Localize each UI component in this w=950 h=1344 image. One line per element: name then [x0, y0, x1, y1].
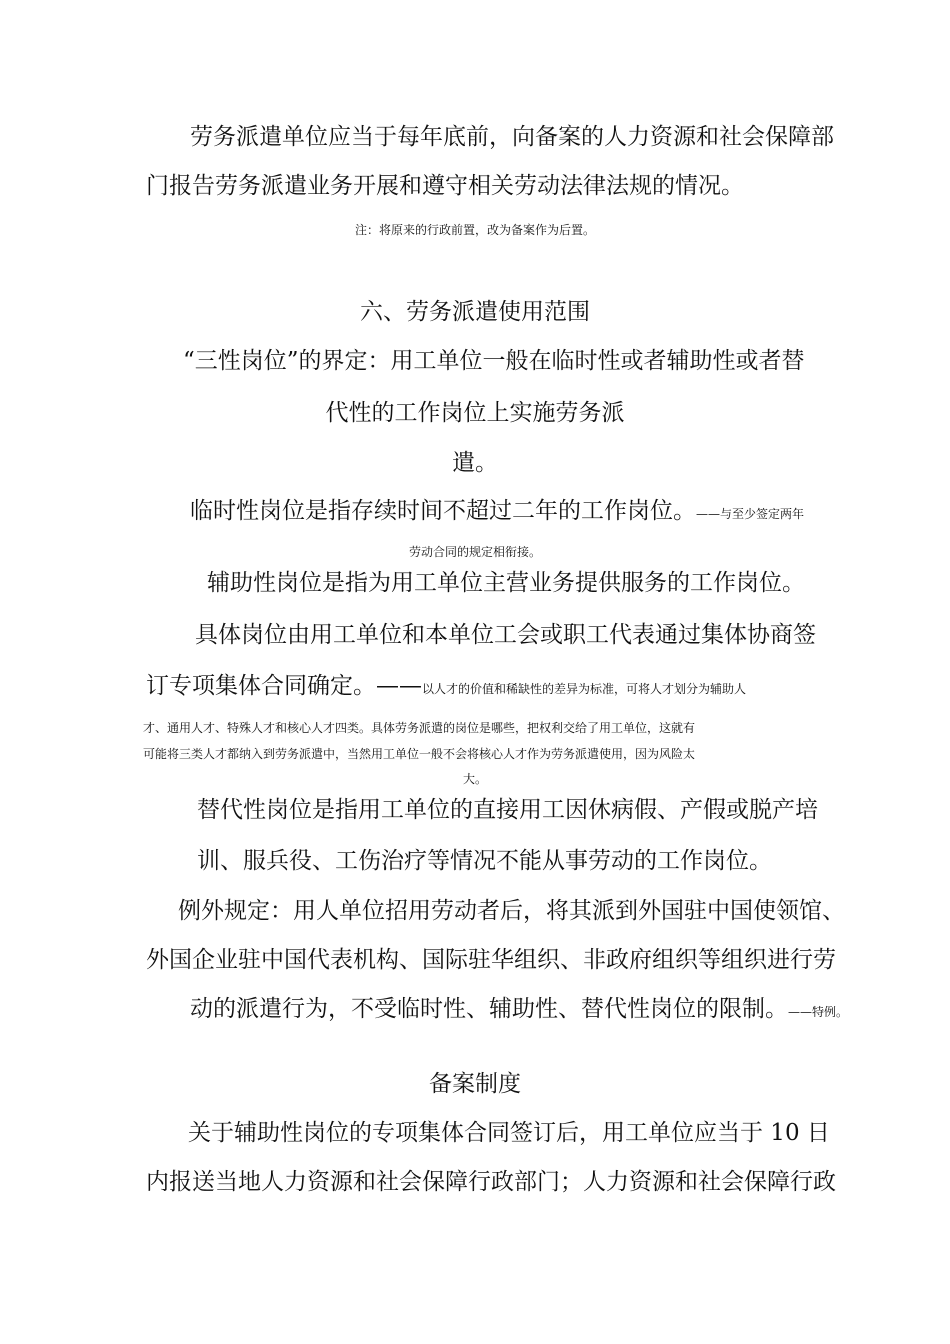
- note: 大。: [462, 772, 487, 786]
- paragraph-line: 内报送当地人力资源和社会保障行政部门；人力资源和社会保障行政: [146, 1169, 836, 1195]
- paragraph-line: 替代性岗位是指用工单位的直接用工因休病假、产假或脱产培: [197, 797, 818, 823]
- paragraph-text: 动的派遣行为，不受临时性、辅助性、替代性岗位的限制。: [190, 996, 788, 1022]
- paragraph-line: 门报告劳务派遣业务开展和遵守相关劳动法律法规的情况。: [146, 173, 744, 199]
- inline-note: 以人才的价值和稀缺性的差异为标准，可将人才划分为辅助人: [422, 682, 747, 696]
- paragraph-line: 辅助性岗位是指为用工单位主营业务提供服务的工作岗位。: [207, 570, 805, 596]
- paragraph-line: 训、服兵役、工伤治疗等情况不能从事劳动的工作岗位。: [197, 848, 772, 874]
- paragraph-line: 代性的工作岗位上实施劳务派: [325, 400, 625, 426]
- section-heading: 六、劳务派遣使用范围: [360, 299, 590, 325]
- paragraph-line: 遣。: [452, 450, 498, 476]
- paragraph-line: [190, 496, 804, 529]
- paragraph-line: 劳务派遣单位应当于每年底前，向备案的人力资源和社会保障部: [190, 124, 834, 150]
- paragraph-line: [190, 994, 848, 1027]
- note: 才、通用人才、特殊人才和核心人才四类。具体劳务派遣的岗位是哪些，把权利交给了用工单位，这就有: [143, 721, 696, 735]
- paragraph-text: 临时性岗位是指存续时间不超过二年的工作岗位。: [190, 498, 696, 524]
- paragraph-line: 关于辅助性岗位的专项集体合同签订后，用工单位应当于 10 日: [188, 1120, 830, 1146]
- paragraph-text: 订专项集体合同确定。——: [146, 673, 422, 699]
- paragraph-line: “三性岗位”的界定：用工单位一般在临时性或者辅助性或者替: [183, 348, 805, 374]
- paragraph-line: 外国企业驻中国代表机构、国际驻华组织、非政府组织等组织进行劳: [146, 947, 836, 973]
- inline-note: ——与至少签定两年: [696, 507, 805, 521]
- note: 可能将三类人才都纳入到劳务派遣中，当然用工单位一般不会将核心人才作为劳务派遣使用，因为风险太: [143, 747, 696, 761]
- note: 注：将原来的行政前置，改为备案作为后置。: [354, 223, 595, 237]
- paragraph-line: 具体岗位由用工单位和本单位工会或职工代表通过集体协商签: [195, 622, 816, 648]
- paragraph-line: 例外规定：用人单位招用劳动者后，将其派到外国驻中国使领馆、: [178, 898, 845, 924]
- section-heading: 备案制度: [429, 1071, 521, 1097]
- inline-note: ——特例。: [788, 1005, 849, 1019]
- note: 劳动合同的规定相衔接。: [408, 545, 541, 559]
- paragraph-line: [146, 671, 746, 704]
